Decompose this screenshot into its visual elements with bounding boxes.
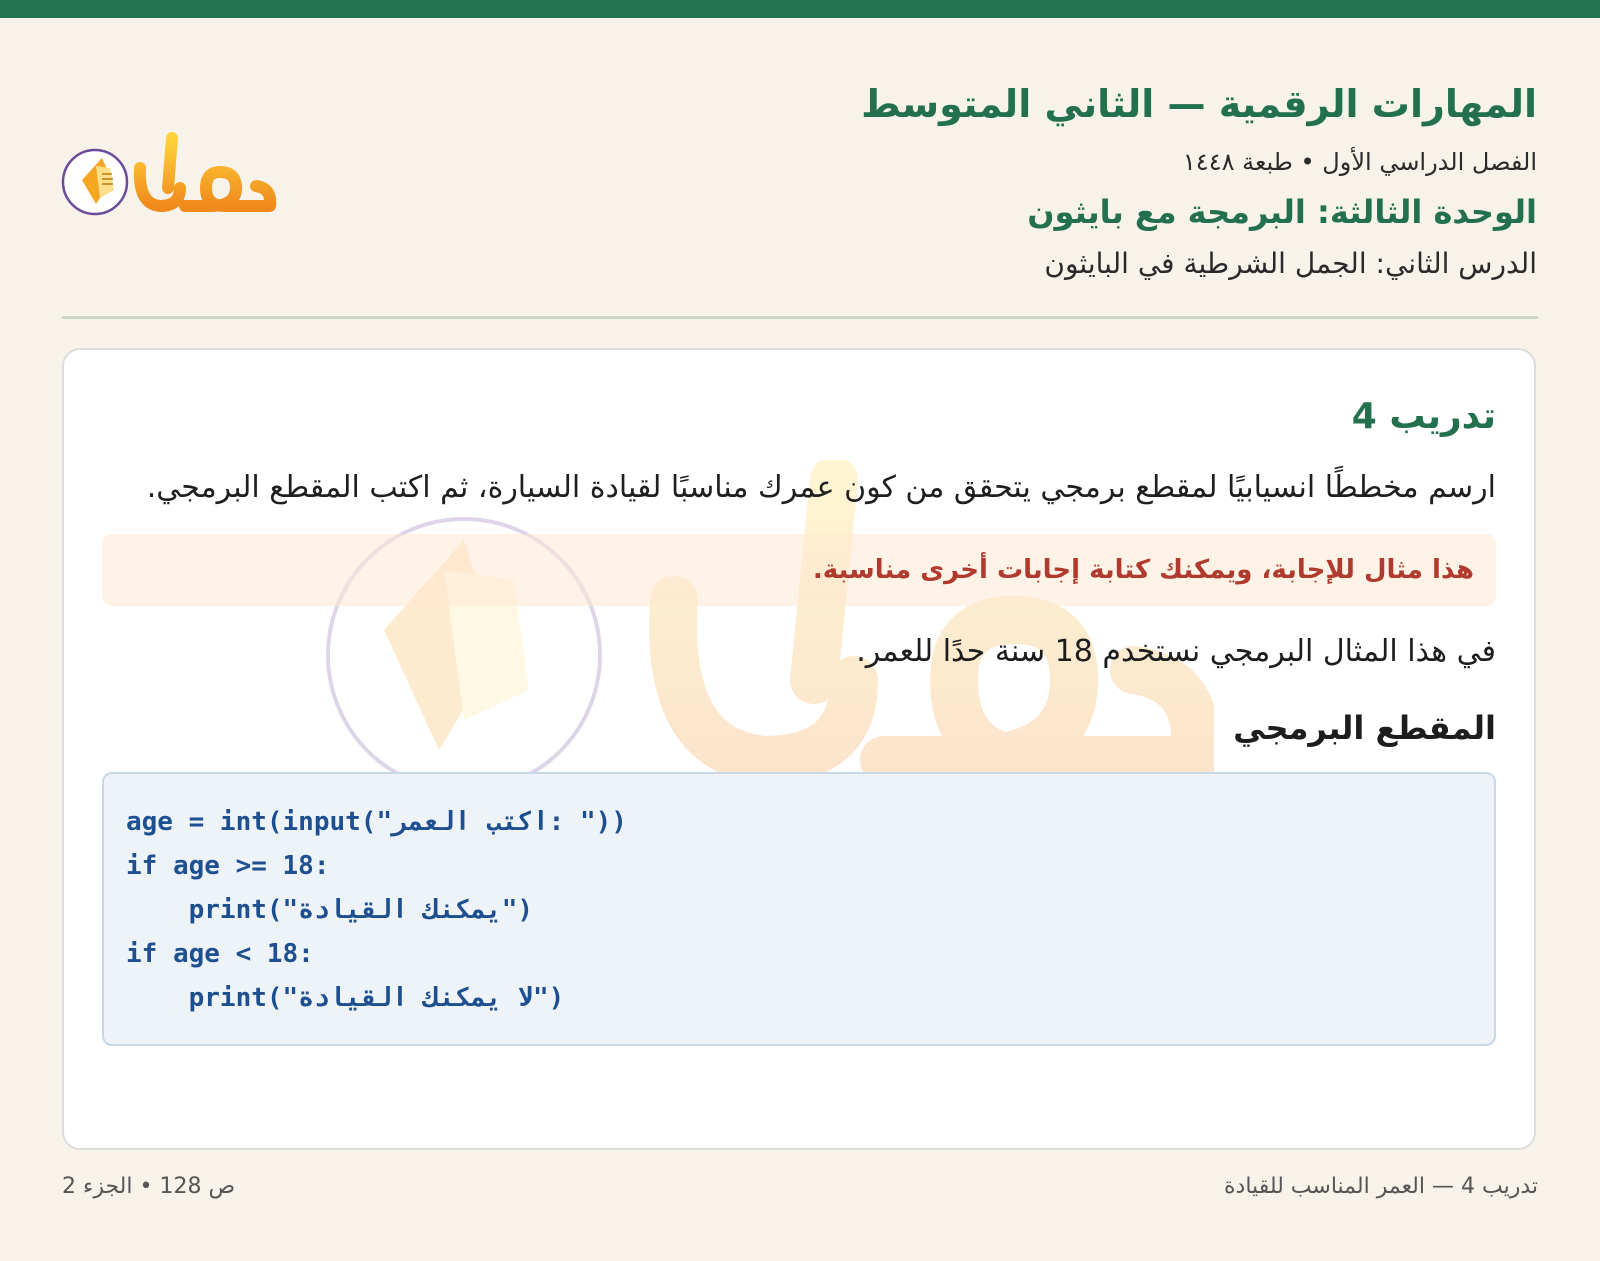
page-number: ص 128 • الجزء 2 xyxy=(62,1174,236,1199)
explanation-text: في هذا المثال البرمجي نستخدم 18 سنة حدًا للعمر. xyxy=(856,634,1496,669)
exercise-title: تدريب 4 xyxy=(1351,396,1496,437)
page-header xyxy=(437,78,1537,284)
hulul-logo xyxy=(60,128,280,228)
top-accent-bar xyxy=(0,0,1600,18)
answer-note: هذا مثال للإجابة، ويمكنك كتابة إجابات أخرى مناسبة. xyxy=(102,534,1496,606)
exercise-question: ارسم مخططًا انسيابيًا لمقطع برمجي يتحقق من كون عمرك مناسبًا لقيادة السيارة، ثم اكتب المقطع البرمجي. xyxy=(146,470,1496,505)
header-divider xyxy=(62,316,1538,319)
hulul-logo-icon xyxy=(60,128,280,228)
code-line: print("لا يمكنك القيادة") xyxy=(126,983,565,1013)
lesson-title: الدرس الثاني: الجمل الشرطية في البايثون xyxy=(1044,247,1537,280)
unit-title: الوحدة الثالثة: البرمجة مع بايثون xyxy=(1027,193,1537,231)
code-block xyxy=(102,772,1496,1046)
exercise-card xyxy=(62,348,1536,1150)
code-line: if age < 18: xyxy=(126,939,314,969)
term-edition: الفصل الدراسي الأول • طبعة ١٤٤٨ xyxy=(1182,148,1537,176)
code-line: print("يمكنك القيادة") xyxy=(126,895,533,925)
code-line: age = int(input("اكتب العمر: ")) xyxy=(126,807,627,837)
footer-caption: تدريب 4 — العمر المناسب للقيادة xyxy=(1224,1174,1538,1199)
code-line: if age >= 18: xyxy=(126,851,330,881)
book-title: المهارات الرقمية — الثاني المتوسط xyxy=(861,82,1537,126)
code-heading: المقطع البرمجي xyxy=(1233,709,1496,747)
